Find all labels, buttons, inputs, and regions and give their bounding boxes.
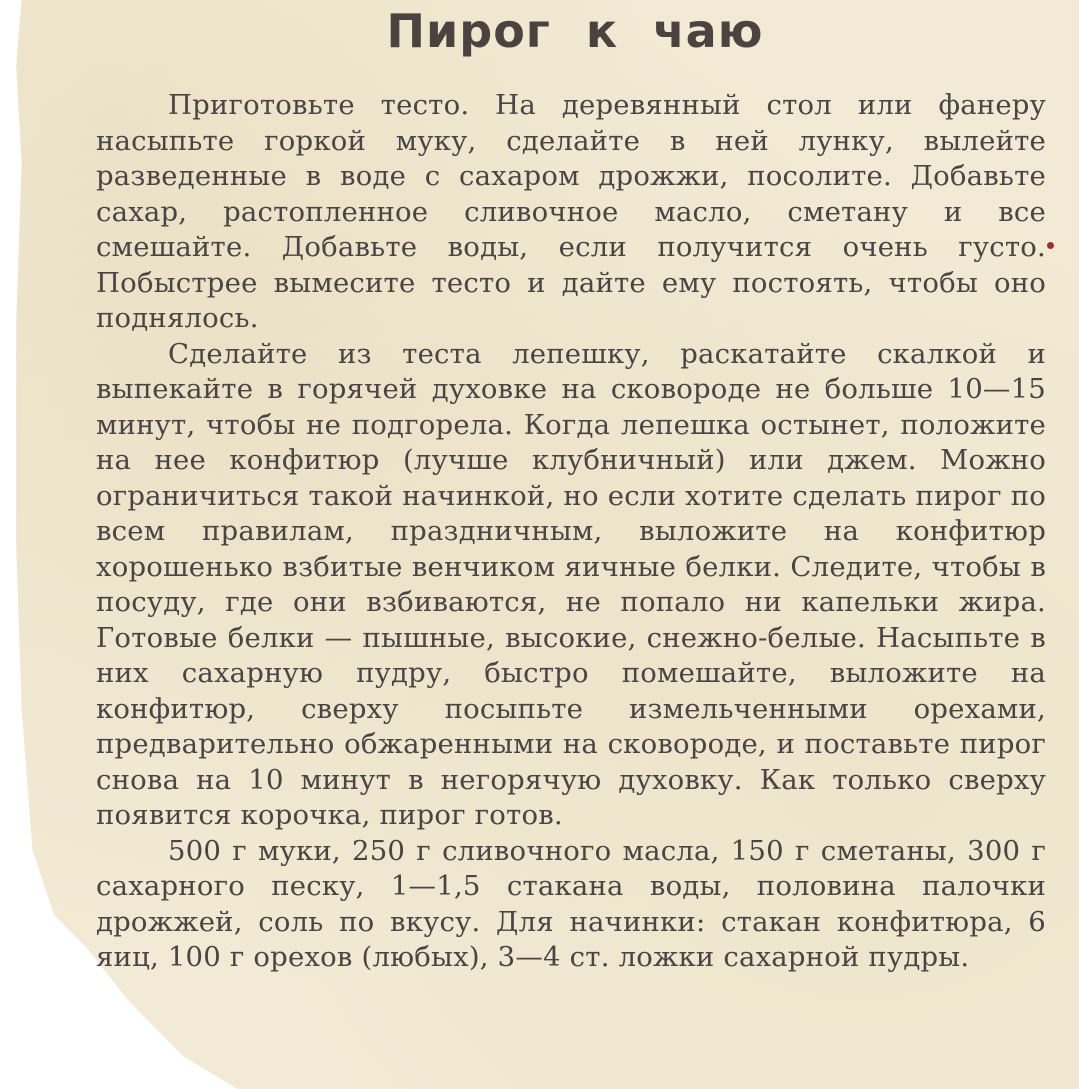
ingredients-paragraph: 500 г муки, 250 г сливочного масла, 150 г сметаны, 300 г сахарного песку, 1—1,5 стакана воды, половина палочки дрожжей, соль по вкусу. Для начинки: стакан конфитюра, 6 яиц, 100 г орехов (любых), 3—4 ст. ложки сахарной пудры. bbox=[96, 834, 1046, 973]
baking-paragraph: Сделайте из теста лепешку, раскатайте скалкой и выпекайте в горячей духовке на сковороде не больше 10—15 минут, чтобы не подгорела. Когда лепешка остынет, положите на нее конфитюр (лучше клубничный) или джем. Можно ограничиться такой начинкой, но если хотите сделать пирог по всем правилам, праздничным, выложите на конфитюр хорошенько взбитые венчиком яичные белки. Следите, чтобы в посуду, где они взбиваются, не попало ни капельки жира. Готовые белки — пышные, высокие, снежно-белые. Насыпьте в них сахарную пудру, быстро помешайте, выложите на конфитюр, сверху посыпьте измельченными орехами, предварительно обжаренными на сковороде, и поставьте пирог снова на 10 минут в негорячую духовку. Как только сверху появится корочка, пирог готов. bbox=[96, 337, 1046, 831]
ink-stain-dot bbox=[1047, 242, 1054, 249]
preparation-paragraph: Приготовьте тесто. На деревянный стол или фанеру насыпьте горкой муку, сделайте в ней лунку, вылейте разведенные в воде с сахаром дрожжи, посолите. Добавьте сахар, растопленное сливочное масло, сметану и все смешайте. Добавьте воды, если получится очень густо. Побыстрее вымесите тесто и дайте ему постоять, чтобы оно поднялось. bbox=[96, 89, 1046, 334]
recipe-title: Пирог к чаю bbox=[386, 4, 764, 58]
recipe-body bbox=[96, 88, 1046, 976]
